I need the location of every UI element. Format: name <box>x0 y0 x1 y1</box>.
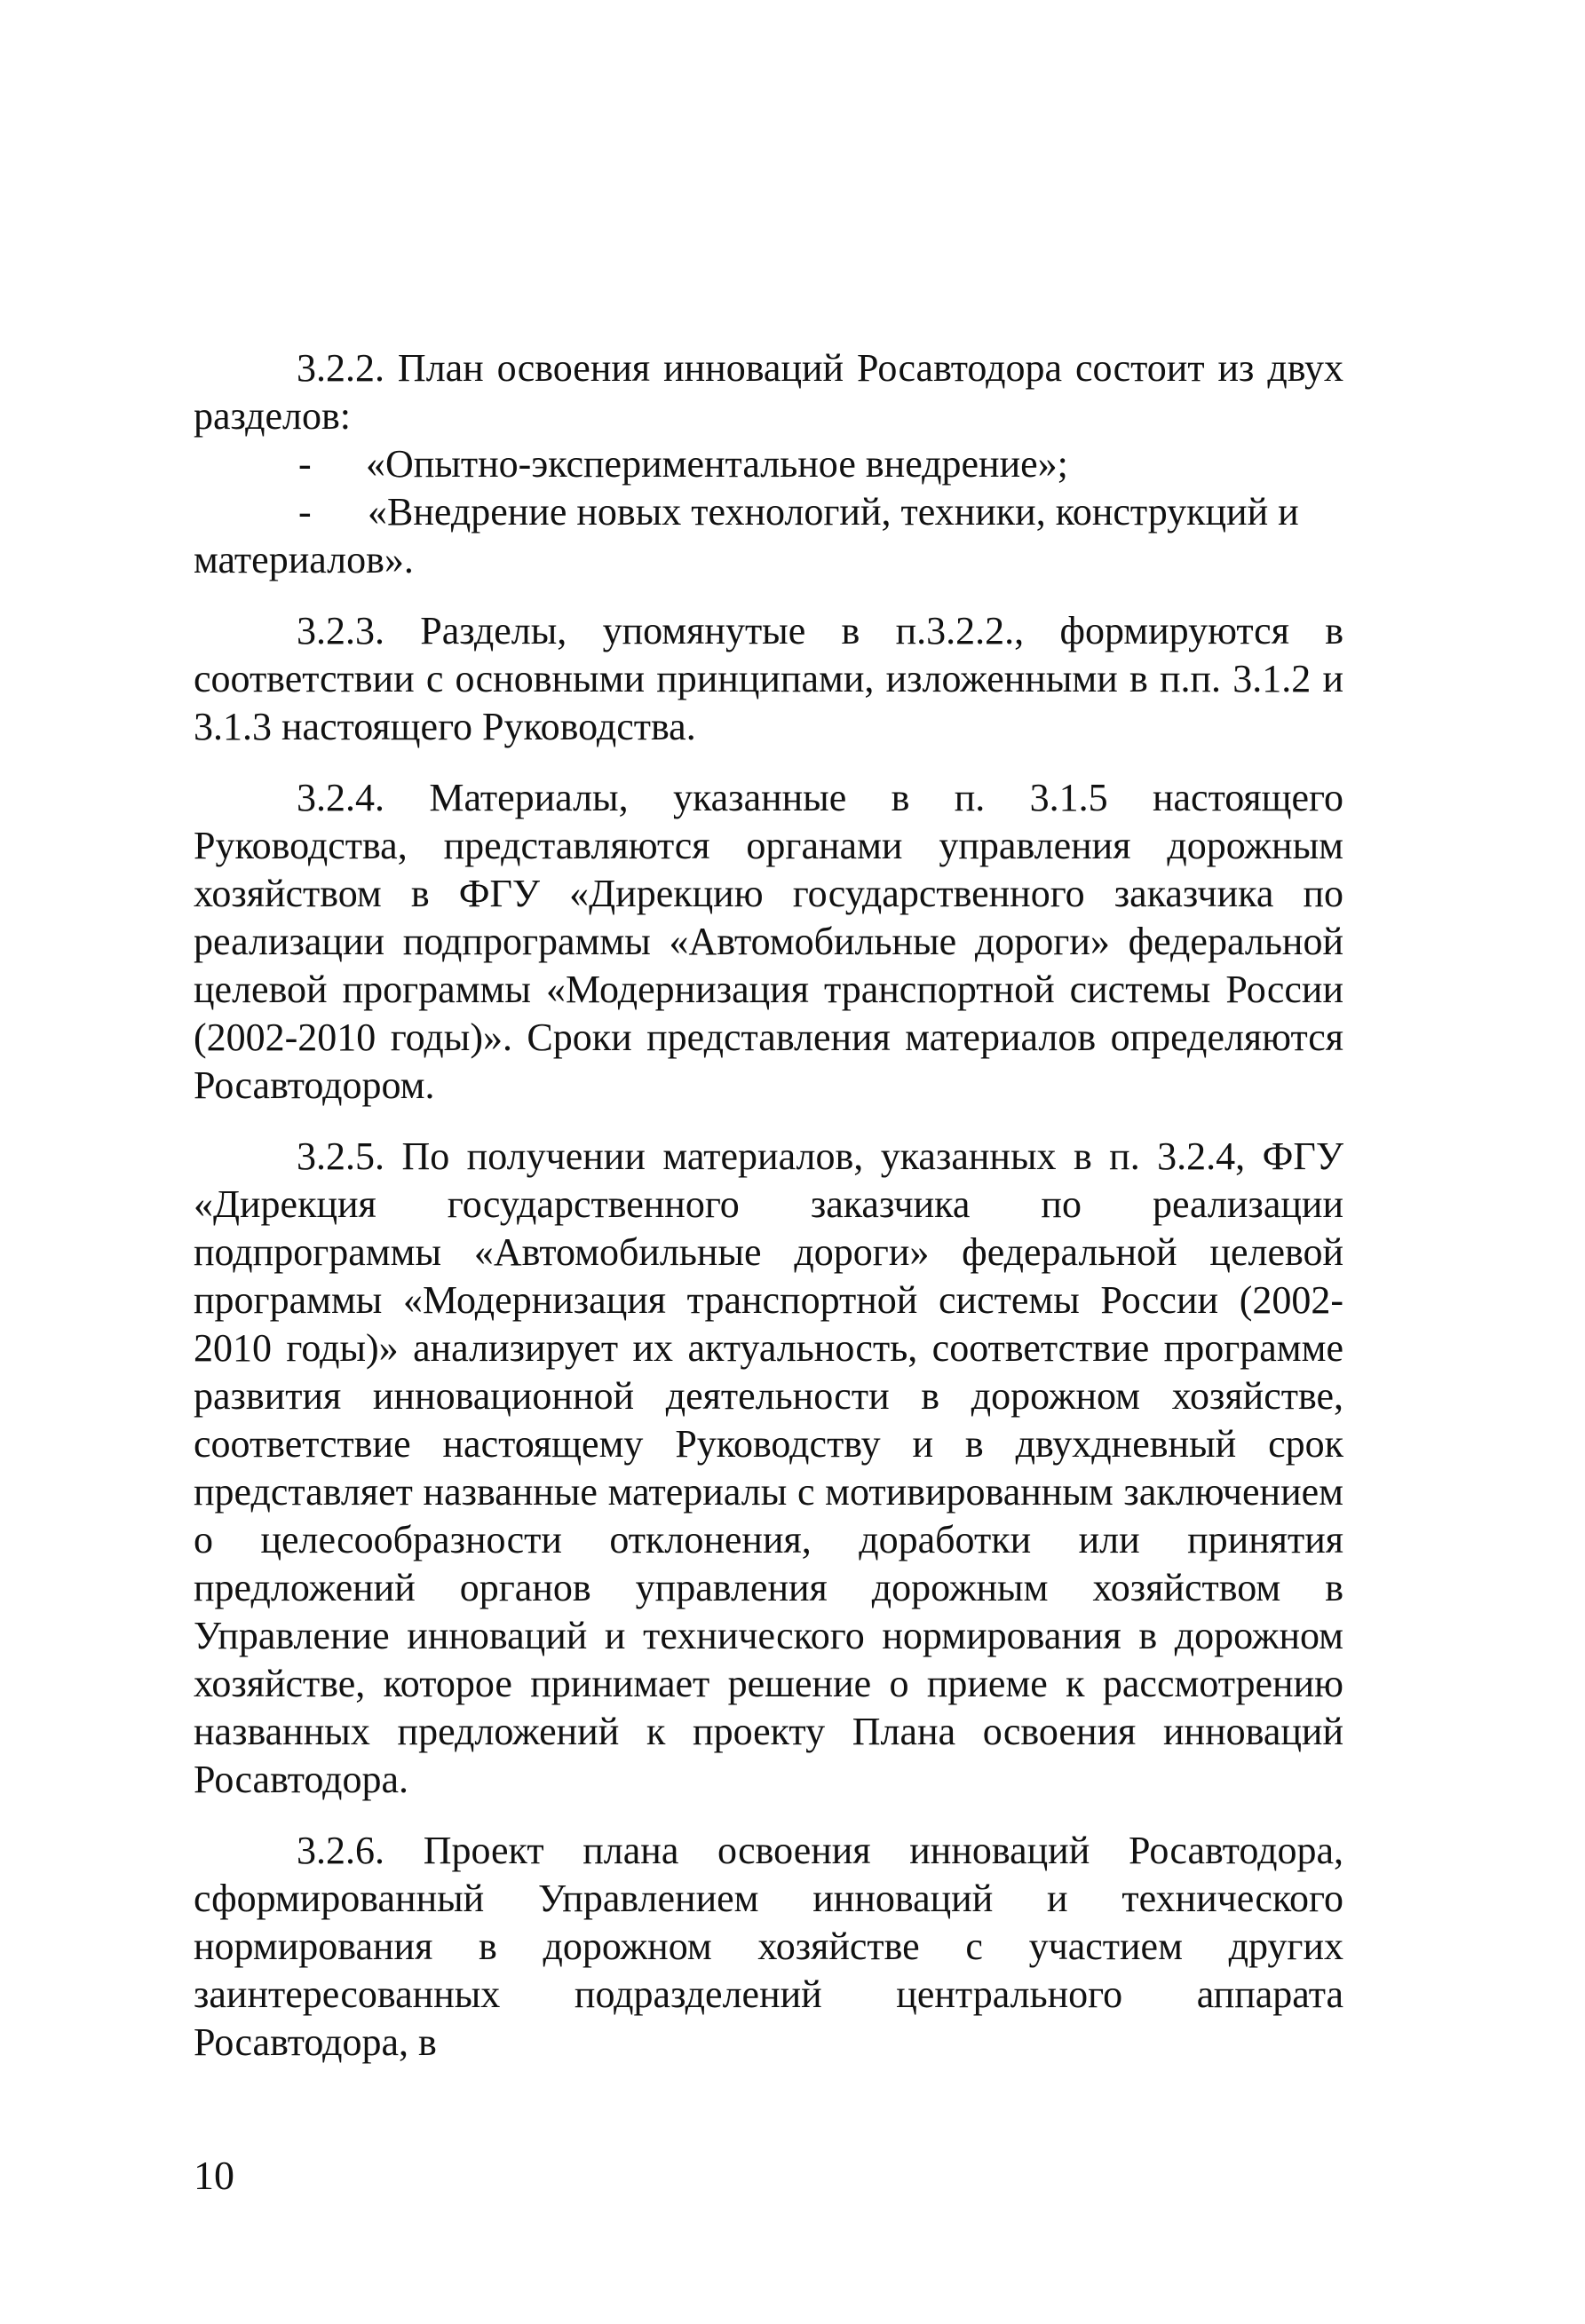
paragraph-3-2-3: 3.2.3. Разделы, упомянутые в п.3.2.2., формируются в соответствии с основными принципами, изложенными в п.п. 3.1.2 и 3.1.3 настоящего Руководства. <box>194 609 1343 748</box>
paragraph-3-2-2: 3.2.2. План освоения инноваций Росавтодора состоит из двух разделов: <box>194 346 1343 438</box>
paragraph-3-2-5: 3.2.5. По получении материалов, указанных в п. 3.2.4, ФГУ «Дирекция государственного заказчика по реализации подпрограммы «Автомобильные дороги» федеральной целевой программы «Модернизация транспортной системы России (2002-2010 годы)» анализирует их актуальность, соответствие программе развития инновационной деятельности в дорожном хозяйстве, соответствие настоящему Руководству и в двухдневный срок представляет названные материалы с мотивированным заключением о целесообразности отклонения, доработки или принятия предложений органов управления дорожным хозяйством в Управление инноваций и технического нормирования в дорожном хозяйстве, которое принимает решение о приеме к рассмотрению названных предложений к проекту Плана освоения инноваций Росавтодора. <box>194 1134 1343 1801</box>
bullet-dash: - <box>298 490 312 534</box>
body-text <box>194 344 1343 2067</box>
bullet-item-1-text: «Опытно-экспериментальное внедрение»; <box>366 442 1068 486</box>
paragraph-3-2-4: 3.2.4. Материалы, указанные в п. 3.1.5 настоящего Руководства, представляются органами управления дорожным хозяйством в ФГУ «Дирекцию государственного заказчика по реализации подпрограммы «Автомобильные дороги» федеральной целевой программы «Модернизация транспортной системы России (2002-2010 годы)». Сроки представления материалов определяются Росавтодором. <box>194 776 1343 1107</box>
paragraph-3-2-6: 3.2.6. Проект плана освоения инноваций Росавтодора, сформированный Управлением инноваций и технического нормирования в дорожном хозяйстве с участием других заинтересованных подразделений центрального аппарата Росавтодора, в <box>194 1829 1343 2064</box>
bullet-item-2-text: «Внедрение новых технологий, техники, конструкций и <box>368 490 1299 534</box>
bullet-item-2-continuation: материалов». <box>194 538 414 581</box>
bullet-item-2 <box>194 488 1343 536</box>
page-number: 10 <box>194 2153 234 2198</box>
bullet-dash: - <box>298 442 312 486</box>
bullet-item-1 <box>194 440 1343 488</box>
